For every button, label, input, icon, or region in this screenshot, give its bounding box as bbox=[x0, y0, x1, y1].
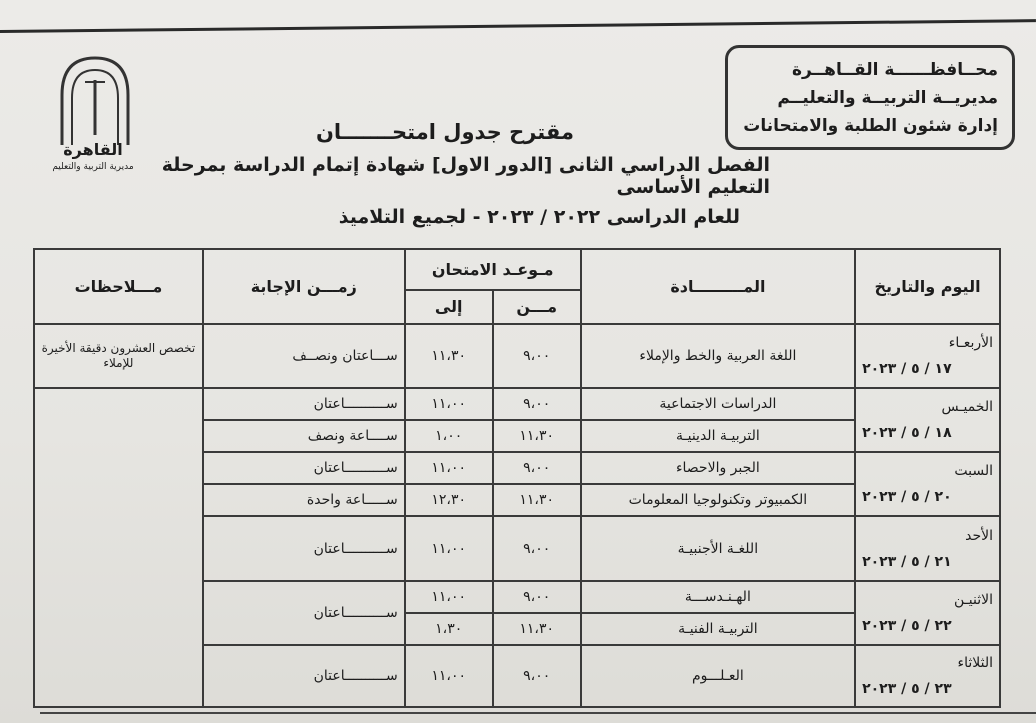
to-cell: ١١،٠٠ bbox=[405, 452, 493, 484]
to-cell: ١١،٠٠ bbox=[405, 581, 493, 613]
to-cell: ١١،٠٠ bbox=[405, 516, 493, 580]
day-name: الأربعـاء bbox=[948, 334, 993, 351]
subject-cell: اللغـة الأجنبيـة bbox=[581, 516, 855, 580]
subject-cell: الهـنـدســـة bbox=[581, 581, 855, 613]
duration-cell: ســــــــــاعتان bbox=[203, 388, 405, 420]
subtitle: الفصل الدراسي الثانى [الدور الاول] شهادة إتمام الدراسة بمرحلة التعليم الأساسى bbox=[161, 154, 770, 198]
header-subject: المـــــــــادة bbox=[581, 249, 855, 324]
duration-cell: ســــــــــاعتان bbox=[203, 516, 405, 580]
day-cell bbox=[855, 645, 1000, 707]
day-date: ٢٢ / ٥ / ٢٠٢٣ bbox=[862, 617, 952, 634]
gov-line: إدارة شئون الطلبة والامتحانات bbox=[743, 116, 998, 136]
from-cell: ٩،٠٠ bbox=[493, 516, 581, 580]
header-time: مـوعـد الامتحان bbox=[405, 249, 581, 290]
top-rule bbox=[0, 19, 1036, 33]
day-date: ٢٣ / ٥ / ٢٠٢٣ bbox=[862, 680, 952, 697]
from-cell: ٩،٠٠ bbox=[493, 645, 581, 707]
from-cell: ١١،٣٠ bbox=[493, 613, 581, 645]
from-cell: ٩،٠٠ bbox=[493, 388, 581, 420]
header-duration: زمـــن الإجابة bbox=[203, 249, 405, 324]
header-from: مـــن bbox=[493, 290, 581, 324]
from-cell: ١١،٣٠ bbox=[493, 484, 581, 516]
school-year: للعام الدراسى ٢٠٢٢ / ٢٠٢٣ - لجميع التلاميذ bbox=[338, 206, 740, 228]
duration-cell: ســــــــــاعتان bbox=[203, 581, 405, 645]
notes-cell: تخصص العشرون دقيقة الأخيرة للإملاء bbox=[34, 324, 203, 388]
day-cell bbox=[855, 581, 1000, 645]
day-date: ١٨ / ٥ / ٢٠٢٣ bbox=[862, 425, 952, 442]
day-name: الخميـس bbox=[941, 399, 993, 416]
subject-cell: اللغة العربية والخط والإملاء bbox=[581, 324, 855, 388]
from-cell: ٩،٠٠ bbox=[493, 324, 581, 388]
header-day: اليوم والتاريخ bbox=[855, 249, 1000, 324]
bottom-rule bbox=[40, 712, 1036, 714]
subject-cell: الجبر والاحصاء bbox=[581, 452, 855, 484]
header-to: إلى bbox=[405, 290, 493, 324]
day-name: السبت bbox=[954, 463, 993, 480]
logo-title: القاهرة bbox=[63, 140, 123, 159]
subject-cell: الكمبيوتر وتكنولوجيا المعلومات bbox=[581, 484, 855, 516]
day-name: الاثنيـن bbox=[954, 591, 993, 608]
day-date: ١٧ / ٥ / ٢٠٢٣ bbox=[862, 360, 952, 377]
page-title: مقترح جدول امتحـــــــان bbox=[315, 120, 574, 144]
to-cell: ١١،٣٠ bbox=[405, 324, 493, 388]
day-cell bbox=[855, 388, 1000, 452]
subject-cell: الدراسات الاجتماعية bbox=[581, 388, 855, 420]
to-cell: ١١،٠٠ bbox=[405, 645, 493, 707]
to-cell: ١٢،٣٠ bbox=[405, 484, 493, 516]
day-cell bbox=[855, 452, 1000, 516]
subject-cell: التربيـة الدينيـة bbox=[581, 420, 855, 452]
day-name: الأحد bbox=[965, 527, 993, 544]
to-cell: ١،٣٠ bbox=[405, 613, 493, 645]
day-date: ٢١ / ٥ / ٢٠٢٣ bbox=[862, 553, 952, 570]
day-date: ٢٠ / ٥ / ٢٠٢٣ bbox=[862, 489, 952, 506]
to-cell: ١١،٠٠ bbox=[405, 388, 493, 420]
subject-cell: العـلـــوم bbox=[581, 645, 855, 707]
day-name: الثلاثاء bbox=[957, 654, 993, 671]
gov-line: مديريــة التربيــة والتعليــم bbox=[777, 88, 998, 108]
to-cell: ١،٠٠ bbox=[405, 420, 493, 452]
duration-cell: ســـــاعة واحدة bbox=[203, 484, 405, 516]
subject-cell: التربيـة الفنيـة bbox=[581, 613, 855, 645]
title-block bbox=[160, 120, 770, 228]
gov-line: محــافظــــــة القــاهــرة bbox=[791, 60, 998, 80]
duration-cell: ســــاعة ونصف bbox=[203, 420, 405, 452]
duration-cell: ســـاعتان ونصــف bbox=[203, 324, 405, 388]
notes-cell-empty bbox=[34, 388, 203, 707]
exam-schedule-table bbox=[33, 248, 1001, 708]
day-cell bbox=[855, 324, 1000, 388]
logo-subtitle: مديرية التربية والتعليم bbox=[52, 162, 134, 172]
duration-cell: ســــــــــاعتان bbox=[203, 452, 405, 484]
duration-cell: ســــــــــاعتان bbox=[203, 645, 405, 707]
from-cell: ٩،٠٠ bbox=[493, 581, 581, 613]
header-notes: مـــلاحظات bbox=[34, 249, 203, 324]
day-cell bbox=[855, 516, 1000, 580]
from-cell: ٩،٠٠ bbox=[493, 452, 581, 484]
from-cell: ١١،٣٠ bbox=[493, 420, 581, 452]
